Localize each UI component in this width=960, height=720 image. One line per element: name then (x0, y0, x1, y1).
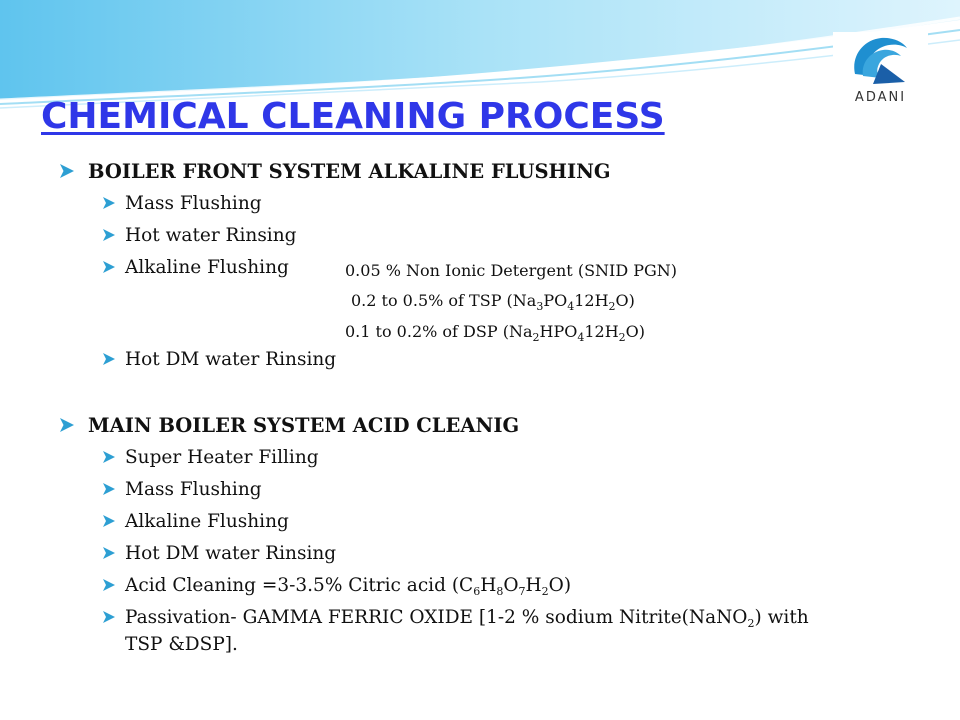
subscript: 4 (577, 331, 585, 344)
section-heading-acid (60, 414, 519, 437)
subscript: 2 (618, 331, 626, 344)
list-item (103, 193, 262, 214)
list-item (103, 511, 289, 532)
text-part: O) (615, 291, 635, 310)
list-item-label: Hot DM water Rinsing (125, 543, 337, 564)
section-heading-alkaline (60, 160, 611, 183)
arrow-bullet-icon (103, 515, 115, 527)
list-item (103, 543, 336, 564)
subscript: 8 (496, 585, 504, 598)
text-part: O) (625, 322, 645, 341)
text-part: ) with (754, 607, 809, 628)
adani-swirl-icon (845, 34, 915, 92)
subscript: 2 (747, 617, 755, 630)
subscript: 2 (532, 331, 540, 344)
heading-text: MAIN BOILER SYSTEM ACID CLEANIG (88, 414, 520, 437)
subscript: 2 (541, 585, 549, 598)
subscript: 2 (608, 300, 616, 313)
list-item-label: Mass Flushing (125, 193, 262, 214)
list-item-label (125, 607, 809, 628)
list-item-label: Hot DM water Rinsing (125, 349, 337, 370)
subscript: 6 (473, 585, 481, 598)
dosing-line-dsp (345, 322, 645, 344)
dosing-line-tsp (351, 291, 635, 313)
text-part: 12H (584, 322, 619, 341)
text-part: PO (543, 291, 568, 310)
list-item (103, 479, 262, 500)
arrow-bullet-icon (103, 547, 115, 559)
list-item-acid-cleaning (103, 575, 571, 596)
list-item (103, 225, 297, 246)
text-part: 0.2 to 0.5% of TSP (Na (351, 291, 537, 310)
text-part: Passivation- GAMMA FERRIC OXIDE [1-2 % sodium Nitrite(NaNO (125, 607, 748, 628)
list-item-label: Hot water Rinsing (125, 225, 297, 246)
arrow-bullet-icon (103, 483, 115, 495)
text-part: O (503, 575, 519, 596)
list-item (103, 447, 319, 468)
text-part: 0.1 to 0.2% of DSP (Na (345, 322, 533, 341)
list-item (103, 349, 336, 370)
list-item-passivation (103, 607, 809, 628)
slide-title: CHEMICAL CLEANING PROCESS (41, 96, 665, 137)
list-item-label: Super Heater Filling (125, 447, 319, 468)
list-item-label: Alkaline Flushing (125, 257, 289, 278)
adani-logo (833, 32, 928, 110)
subscript: 7 (518, 585, 526, 598)
text-part: HPO (539, 322, 578, 341)
arrow-bullet-icon (60, 164, 74, 178)
list-item-label: Alkaline Flushing (125, 511, 289, 532)
arrow-bullet-icon (103, 229, 115, 241)
heading-text: BOILER FRONT SYSTEM ALKALINE FLUSHING (88, 160, 611, 183)
dosing-line-detergent: 0.05 % Non Ionic Detergent (SNID PGN) (345, 261, 678, 280)
arrow-bullet-icon (103, 579, 115, 591)
logo-text: ADANI (854, 90, 907, 105)
text-part: H (525, 575, 542, 596)
text-part: O) (548, 575, 572, 596)
subscript: 3 (536, 300, 544, 313)
arrow-bullet-icon (103, 353, 115, 365)
arrow-bullet-icon (103, 451, 115, 463)
arrow-bullet-icon (60, 418, 74, 432)
text-part: H (480, 575, 497, 596)
subscript: 4 (567, 300, 575, 313)
arrow-bullet-icon (103, 611, 115, 623)
arrow-bullet-icon (103, 261, 115, 273)
list-item-passivation-continued: TSP &DSP]. (125, 634, 238, 655)
text-part: 12H (574, 291, 609, 310)
list-item-label: Mass Flushing (125, 479, 262, 500)
list-item (103, 257, 289, 278)
arrow-bullet-icon (103, 197, 115, 209)
list-item-label (125, 575, 571, 596)
text-part: Acid Cleaning =3-3.5% Citric acid (C (125, 575, 474, 596)
